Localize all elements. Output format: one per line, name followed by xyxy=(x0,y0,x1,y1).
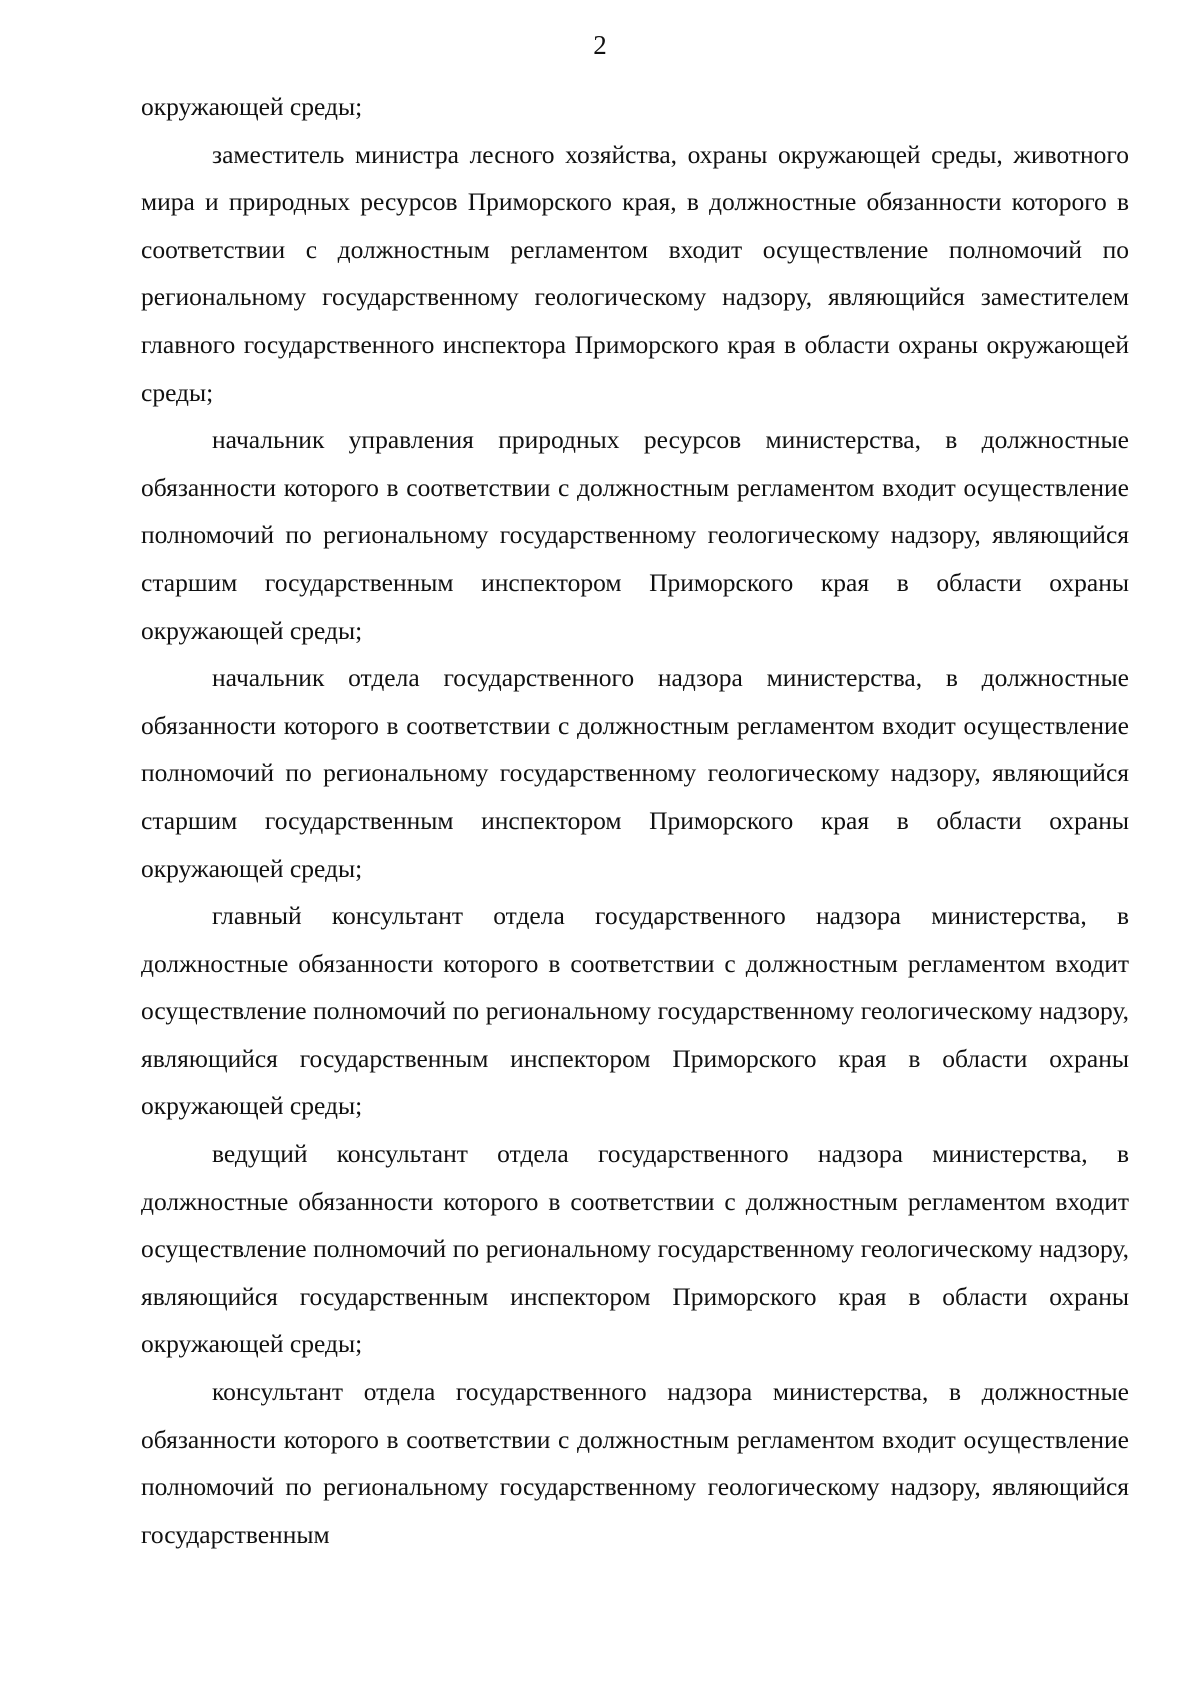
document-body xyxy=(141,83,1129,1558)
paragraph-consultant: консультант отдела государственного надзора министерства, в должностные обязанности которого в соответствии с должностным регламентом входит осуществление полномочий по региональному государственному геологическому надзору, являющийся государственным xyxy=(141,1377,1129,1549)
paragraph-deputy-minister: заместитель министра лесного хозяйства, охраны окружающей среды, животного мира и природных ресурсов Приморского края, в должностные обязанности которого в соответствии с должностным регламентом входит осуществление полномочий по региональному государственному геологическому надзору, являющийся заместителем главного государственного инспектора Приморского края в области охраны окружающей среды; xyxy=(141,139,1129,407)
paragraph-chief-consultant: главный консультант отдела государственного надзора министерства, в должностные обязанности которого в соответствии с должностным регламентом входит осуществление полномочий по региональному государственному геологическому надзору, являющийся государственным инспектором Приморского края в области охраны окружающей среды; xyxy=(141,901,1129,1121)
paragraph-continuation: окружающей среды; xyxy=(141,92,363,121)
paragraph-head-of-division: начальник отдела государственного надзора министерства, в должностные обязанности которого в соответствии с должностным регламентом входит осуществление полномочий по региональному государственному геологическому надзору, являющийся старшим государственным инспектором Приморского края в области охраны окружающей среды; xyxy=(141,663,1129,883)
paragraph-head-of-department: начальник управления природных ресурсов министерства, в должностные обязанности которого в соответствии с должностным регламентом входит осуществление полномочий по региональному государственному геологическому надзору, являющийся старшим государственным инспектором Приморского края в области охраны окружающей среды; xyxy=(141,425,1129,645)
page-number: 2 xyxy=(593,30,607,60)
paragraph-leading-consultant: ведущий консультант отдела государственного надзора министерства, в должностные обязанности которого в соответствии с должностным регламентом входит осуществление полномочий по региональному государственному геологическому надзору, являющийся государственным инспектором Приморского края в области охраны окружающей среды; xyxy=(141,1139,1129,1359)
